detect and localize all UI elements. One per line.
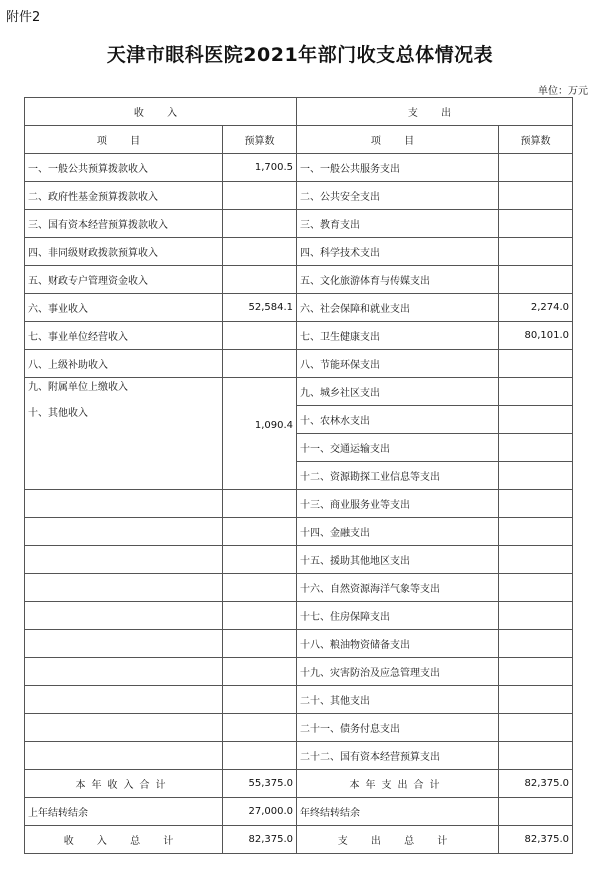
income-empty-value [223,714,297,742]
expense-item-value [499,490,573,518]
expense-item-value [499,210,573,238]
income-empty-value [223,546,297,574]
expense-item-label: 一、一般公共服务支出 [297,154,499,182]
expense-item-label: 十八、粮油物资储备支出 [297,630,499,658]
table-row [25,658,573,686]
income-item-label: 六、事业收入 [25,294,223,322]
expense-item-value [499,574,573,602]
expense-item-label: 十七、住房保障支出 [297,602,499,630]
expense-item-label: 三、教育支出 [297,210,499,238]
carry-in-label: 上年结转结余 [25,798,223,826]
income-item-label: 四、非同级财政拨款预算收入 [25,238,223,266]
expense-item-value [499,462,573,490]
expense-item-label: 九、城乡社区支出 [297,378,499,406]
expense-item-label: 二十一、债务付息支出 [297,714,499,742]
income-empty-label [25,714,223,742]
income-year-total-value: 55,375.0 [223,770,297,798]
expense-item-label: 十一、交通运输支出 [297,434,499,462]
income-empty-label [25,742,223,770]
income-item-label: 十、其他收入 [28,408,88,419]
budget-table [24,97,573,854]
expense-item-value [499,546,573,574]
expense-item-value [499,518,573,546]
expense-year-total-label: 本年支出合计 [297,770,499,798]
income-item-label: 七、事业单位经营收入 [25,322,223,350]
table-row [25,266,573,294]
income-item-label: 八、上级补助收入 [25,350,223,378]
income-year-total-label: 本年收入合计 [25,770,223,798]
expense-item-value: 80,101.0 [499,322,573,350]
table-row [25,350,573,378]
income-item-label: 九、附属单位上缴收入 [28,382,128,393]
income-item-value: 1,090.4 [254,420,293,431]
expense-item-value [499,238,573,266]
expense-item-value [499,406,573,434]
income-item-value [223,322,297,350]
carryover-row [25,798,573,826]
income-section-header: 收 入 [25,98,297,126]
attachment-label: 附件2 [6,10,41,25]
expense-item-label: 二十二、国有资本经营预算支出 [297,742,499,770]
income-empty-label [25,546,223,574]
income-grand-total-value: 82,375.0 [223,826,297,854]
income-empty-label [25,686,223,714]
table-row [25,182,573,210]
income-item-value [223,210,297,238]
income-empty-label [25,490,223,518]
table-row [25,490,573,518]
expense-item-label: 四、科学技术支出 [297,238,499,266]
income-item-value [223,378,297,490]
expense-item-label: 六、社会保障和就业支出 [297,294,499,322]
expense-item-value: 2,274.0 [499,294,573,322]
income-empty-value [223,742,297,770]
header-row-columns [25,126,573,154]
unit-label: 单位：万元 [538,86,588,97]
header-row-sections [25,98,573,126]
expense-item-value [499,686,573,714]
table-row [25,238,573,266]
income-item-label: 三、国有资本经营预算拨款收入 [25,210,223,238]
year-total-row [25,770,573,798]
expense-item-label: 十六、自然资源海洋气象等支出 [297,574,499,602]
table-row [25,518,573,546]
table-row [25,630,573,658]
expense-item-label: 八、节能环保支出 [297,350,499,378]
income-empty-label [25,630,223,658]
table-row [25,686,573,714]
table-row [25,210,573,238]
income-grand-total-label: 收 入 总 计 [25,826,223,854]
table-row [25,574,573,602]
income-empty-value [223,518,297,546]
carry-out-label: 年终结转结余 [297,798,499,826]
income-empty-value [223,490,297,518]
expense-item-value [499,266,573,294]
table-row [25,378,573,406]
income-empty-value [223,630,297,658]
expense-item-value [499,630,573,658]
expense-year-total-value: 82,375.0 [499,770,573,798]
income-budget-header: 预算数 [223,126,297,154]
income-item-value [223,350,297,378]
expense-item-label: 十四、金融支出 [297,518,499,546]
income-empty-value [223,602,297,630]
income-empty-label [25,574,223,602]
expense-item-label: 十五、援助其他地区支出 [297,546,499,574]
income-item-label [25,378,223,490]
expense-item-value [499,714,573,742]
expense-item-label: 十九、灾害防治及应急管理支出 [297,658,499,686]
expense-item-header: 项 目 [297,126,499,154]
expense-item-label: 十三、商业服务业等支出 [297,490,499,518]
income-item-label: 一、一般公共预算拨款收入 [25,154,223,182]
income-item-value: 52,584.1 [223,294,297,322]
expense-item-label: 二、公共安全支出 [297,182,499,210]
income-empty-label [25,602,223,630]
expense-item-label: 五、文化旅游体育与传媒支出 [297,266,499,294]
expense-item-value [499,182,573,210]
expense-item-value [499,378,573,406]
table-row [25,714,573,742]
expense-item-label: 十、农林水支出 [297,406,499,434]
expense-item-value [499,154,573,182]
expense-budget-header: 预算数 [499,126,573,154]
table-row [25,546,573,574]
income-item-value: 1,700.5 [223,154,297,182]
income-item-value [223,266,297,294]
table-row [25,294,573,322]
income-empty-value [223,686,297,714]
income-item-label: 五、财政专户管理资金收入 [25,266,223,294]
income-empty-label [25,518,223,546]
page-title: 天津市眼科医院2021年部门收支总体情况表 [106,44,494,66]
expense-item-value [499,434,573,462]
grand-total-row [25,826,573,854]
income-empty-value [223,658,297,686]
table-row [25,322,573,350]
table-row [25,742,573,770]
expense-item-label: 七、卫生健康支出 [297,322,499,350]
income-item-header: 项 目 [25,126,223,154]
expense-item-value [499,658,573,686]
expense-section-header: 支 出 [297,98,573,126]
expense-item-label: 十二、资源勘探工业信息等支出 [297,462,499,490]
table-row [25,602,573,630]
expense-item-label: 二十、其他支出 [297,686,499,714]
expense-item-value [499,602,573,630]
income-item-value [223,238,297,266]
table-row [25,154,573,182]
income-item-label: 二、政府性基金预算拨款收入 [25,182,223,210]
income-empty-value [223,574,297,602]
income-item-value [223,182,297,210]
carry-out-value [499,798,573,826]
income-empty-label [25,658,223,686]
expense-grand-total-label: 支 出 总 计 [297,826,499,854]
carry-in-value: 27,000.0 [223,798,297,826]
expense-grand-total-value: 82,375.0 [499,826,573,854]
expense-item-value [499,742,573,770]
expense-item-value [499,350,573,378]
